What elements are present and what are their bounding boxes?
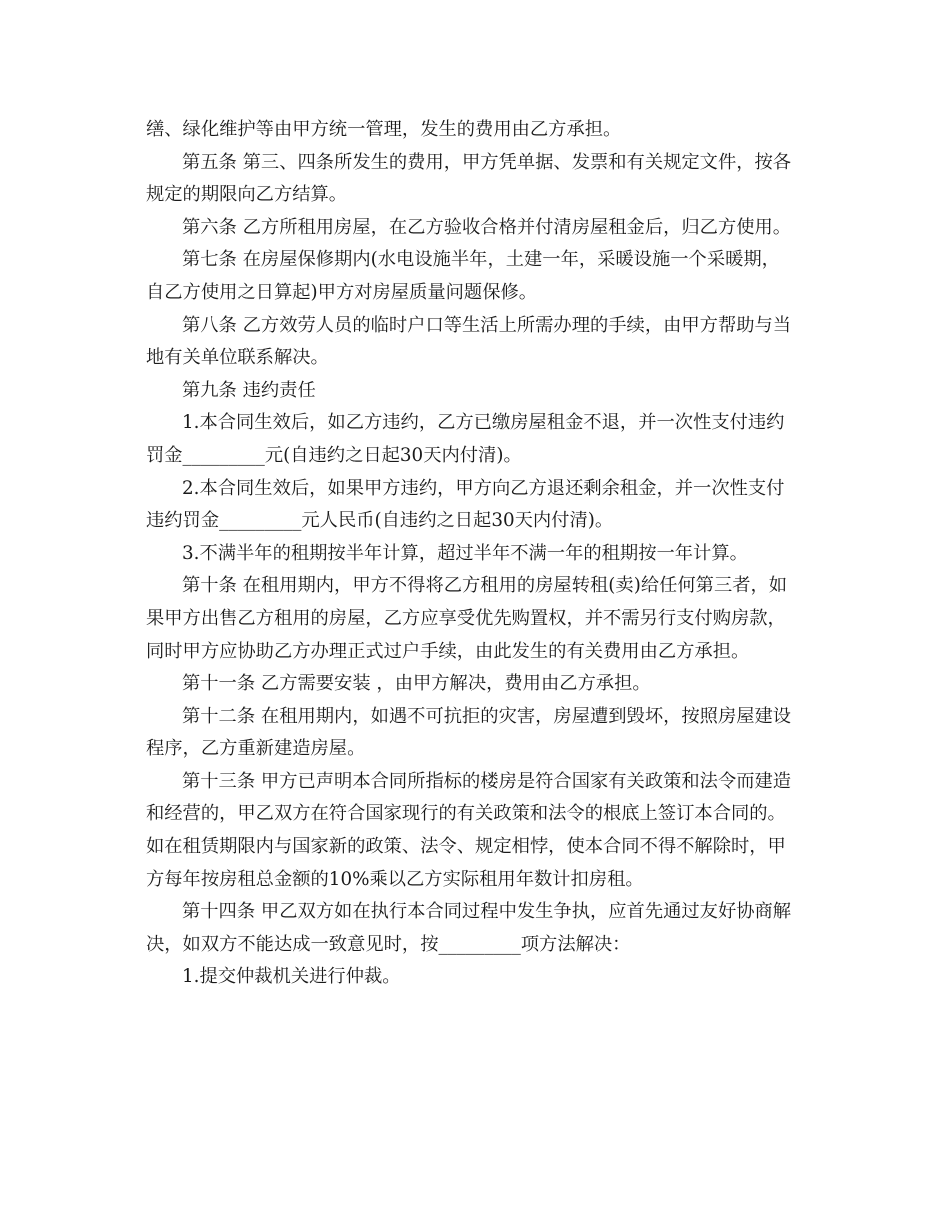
text-line: 和经营的，甲乙双方在符合国家现行的有关政策和法令的根底上签订本合同的。 bbox=[146, 803, 786, 825]
text-line: 地有关单位联系解决。 bbox=[146, 347, 329, 369]
text-line: 果甲方出售乙方租用的房屋，乙方应享受优先购置权，并不需另行支付购房款， bbox=[146, 607, 786, 629]
text-line: 第九条 违约责任 bbox=[182, 379, 316, 401]
text-line: 规定的期限向乙方结算。 bbox=[146, 184, 348, 206]
text-line: 第十条 在租用期内，甲方不得将乙方租用的房屋转租(卖)给任何第三者，如 bbox=[182, 575, 788, 597]
text-line: 缮、绿化维护等由甲方统一管理，发生的费用由乙方承担。 bbox=[146, 119, 622, 140]
text-line: 第八条 乙方效劳人员的临时户口等生活上所需办理的手续，由甲方帮助与当 bbox=[182, 314, 792, 336]
text-line: 程序，乙方重新建造房屋。 bbox=[146, 738, 366, 760]
text-line: 如在租赁期限内与国家新的政策、法令、规定相悖，使本合同不得不解除时，甲 bbox=[146, 836, 786, 858]
text-line: 第十三条 甲方已声明本合同所指标的楼房是符合国家有关政策和法令而建造 bbox=[182, 770, 792, 792]
text-line: 第六条 乙方所租用房屋，在乙方验收合格并付清房屋租金后，归乙方使用。 bbox=[182, 216, 792, 238]
text-line: 决，如双方不能达成一致意见时，按_________项方法解决： bbox=[146, 933, 631, 955]
text-line: 第十二条 在租用期内，如遇不可抗拒的灾害，房屋遭到毁坏，按照房屋建设 bbox=[182, 705, 792, 727]
contract-text bbox=[146, 114, 806, 994]
text-line: 同时甲方应协助乙方办理正式过户手续，由此发生的有关费用由乙方承担。 bbox=[146, 640, 750, 662]
text-line: 第五条 第三、四条所发生的费用，甲方凭单据、发票和有关规定文件，按各 bbox=[182, 151, 792, 173]
text-line: 1.本合同生效后，如乙方违约，乙方已缴房屋租金不退，并一次性支付违约 bbox=[182, 412, 785, 434]
text-line: 3.不满半年的租期按半年计算，超过半年不满一年的租期按一年计算。 bbox=[182, 542, 748, 564]
text-line: 罚金_________元(自违约之日起30天内付清)。 bbox=[146, 444, 522, 466]
text-line: 2.本合同生效后，如果甲方违约，甲方向乙方退还剩余租金，并一次性支付 bbox=[182, 477, 785, 499]
text-line: 自乙方使用之日算起)甲方对房屋质量问题保修。 bbox=[146, 281, 538, 303]
text-line: 1.提交仲裁机关进行仲裁。 bbox=[182, 966, 401, 988]
text-line: 第十四条 甲乙双方如在执行本合同过程中发生争执，应首先通过友好协商解 bbox=[182, 901, 792, 923]
text-line: 第十一条 乙方需要安装 ，由甲方解决，费用由乙方承担。 bbox=[182, 673, 651, 695]
text-line: 方每年按房租总金额的10%乘以乙方实际租用年数计扣房租。 bbox=[146, 868, 644, 890]
text-line: 违约罚金_________元人民币(自违约之日起30天内付清)。 bbox=[146, 510, 614, 532]
text-line: 第七条 在房屋保修期内(水电设施半年，土建一年，采暖设施一个采暖期， bbox=[182, 249, 780, 271]
